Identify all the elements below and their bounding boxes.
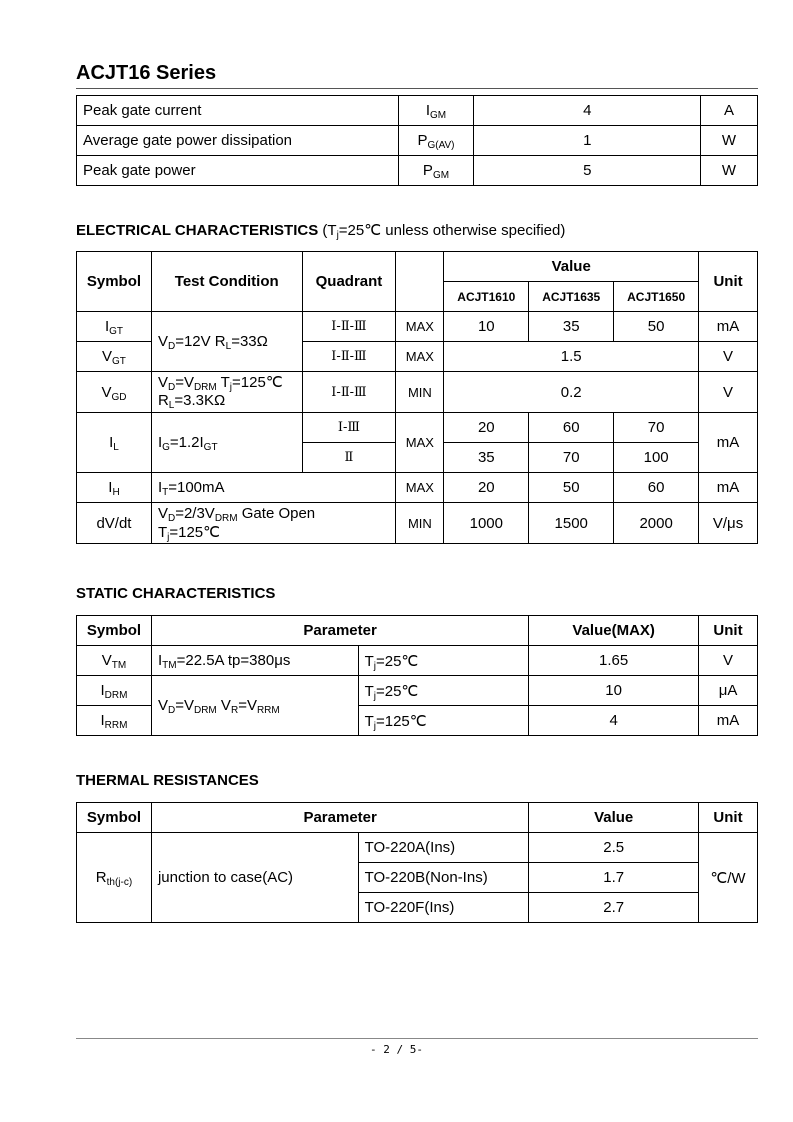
thermal-table [76,802,758,923]
symbol-cell: $I_{GT}$ [77,312,152,342]
value-cell: 2.5 [529,833,699,863]
symbol-cell: $I_{GM}$ [398,96,474,126]
table-row [77,413,758,443]
value-cell: 1.65 [529,646,699,676]
value-cell: 35 [529,312,614,342]
quadrant-cell: Ⅰ-Ⅱ-Ⅲ [302,312,396,342]
value-cell: 60 [614,473,699,503]
table-row [77,676,758,706]
value-cell: 1500 [529,503,614,544]
limit-cell: MAX [396,312,444,342]
thermal-heading: THERMAL RESISTANCES [76,772,259,789]
static-table [76,615,758,736]
header-row [77,616,758,646]
symbol-cell: dV/dt [77,503,152,544]
header-symbol: Symbol [77,803,152,833]
value-cell: 50 [614,312,699,342]
unit-cell: μA [699,676,758,706]
param-cell: Peak gate power [77,156,399,186]
unit-cell: V [699,372,758,413]
condition-cell: $V_D=V_{DRM}$ $V_R=V_{RRM}$ [151,676,358,736]
temp-cell: $T_j=25℃$ [358,646,529,676]
value-cell: 1 [474,126,701,156]
unit-cell: V [699,646,758,676]
gate-ratings-table [76,95,758,186]
header-unit: Unit [699,252,758,312]
limit-cell: MAX [396,342,444,372]
symbol-cell: $I_{DRM}$ [77,676,152,706]
header-blank [396,252,444,312]
value-cell: 2000 [614,503,699,544]
symbol-cell: $R_{th(j-c)}$ [77,833,152,923]
condition-cell: $I_G=1.2I_{GT}$ [151,413,302,473]
table-row [77,503,758,544]
temp-cell: $T_j=25℃$ [358,676,529,706]
condition-cell: $V_D=2/3V_{DRM}$ Gate Open $T_j=125℃$ [151,503,395,544]
value-cell: 60 [529,413,614,443]
footer-rule [76,1038,758,1039]
value-cell: 2.7 [529,893,699,923]
table-row [77,473,758,503]
symbol-cell: $P_{GM}$ [398,156,474,186]
unit-cell: V/μs [699,503,758,544]
value-cell: 5 [474,156,701,186]
quadrant-cell: Ⅰ-Ⅲ [302,413,396,443]
header-unit: Unit [699,616,758,646]
table-row [77,126,758,156]
unit-cell: A [701,96,758,126]
unit-cell: mA [699,706,758,736]
temp-cell: $T_j=125℃$ [358,706,529,736]
value-cell: 10 [529,676,699,706]
symbol-cell: $I_H$ [77,473,152,503]
title-rule [76,88,758,89]
value-cell: 20 [444,413,529,443]
condition-cell: $V_D=12V$ $R_L=33\Omega$ [151,312,302,372]
package-cell: TO-220F(Ins) [358,893,529,923]
param-cell: Average gate power dissipation [77,126,399,156]
table-row [77,312,758,342]
electrical-heading: ELECTRICAL CHARACTERISTICS ($T_j=25℃$ unless otherwise specified) [76,222,566,241]
symbol-cell: $V_{GT}$ [77,342,152,372]
value-cell: 1.5 [444,342,699,372]
unit-cell: ℃/W [699,833,758,923]
unit-cell: mA [699,473,758,503]
symbol-cell: $P_{G(AV)}$ [398,126,474,156]
value-cell: 1000 [444,503,529,544]
unit-cell: mA [699,413,758,473]
value-cell: 1.7 [529,863,699,893]
param-cell: junction to case(AC) [151,833,358,923]
table-row [77,833,758,863]
quadrant-cell: Ⅱ [302,443,396,473]
value-cell: 100 [614,443,699,473]
electrical-table [76,251,758,544]
param-cell: Peak gate current [77,96,399,126]
value-cell: 4 [474,96,701,126]
value-cell: 50 [529,473,614,503]
header-symbol: Symbol [77,252,152,312]
header-unit: Unit [699,803,758,833]
header-symbol: Symbol [77,616,152,646]
value-cell: 0.2 [444,372,699,413]
unit-cell: V [699,342,758,372]
symbol-cell: $V_{TM}$ [77,646,152,676]
value-cell: 10 [444,312,529,342]
symbol-cell: $I_L$ [77,413,152,473]
quadrant-cell: Ⅰ-Ⅱ-Ⅲ [302,372,396,413]
page-number: - 2 / 5- [370,1043,423,1056]
header-model: ACJT1635 [529,282,614,312]
symbol-cell: $I_{RRM}$ [77,706,152,736]
header-model: ACJT1610 [444,282,529,312]
header-parameter: Parameter [151,803,528,833]
table-row [77,372,758,413]
limit-cell: MIN [396,372,444,413]
header-quadrant: Quadrant [302,252,396,312]
value-cell: 4 [529,706,699,736]
condition-cell: $V_D=V_{DRM}$ $T_j=125℃$ $R_L=3.3K\Omega$ [151,372,302,413]
static-heading: STATIC CHARACTERISTICS [76,585,276,602]
table-row [77,646,758,676]
header-model: ACJT1650 [614,282,699,312]
value-cell: 70 [529,443,614,473]
value-cell: 20 [444,473,529,503]
header-value: Value [444,252,699,282]
unit-cell: W [701,126,758,156]
limit-cell: MAX [396,473,444,503]
symbol-cell: $V_{GD}$ [77,372,152,413]
page-title: ACJT16 Series [76,62,217,84]
condition-cell: $I_{TM}=22.5A$ tp=380μs [151,646,358,676]
limit-cell: MAX [396,413,444,473]
table-row [77,156,758,186]
package-cell: TO-220A(Ins) [358,833,529,863]
unit-cell: mA [699,312,758,342]
header-row [77,803,758,833]
header-test-condition: Test Condition [151,252,302,312]
table-row [77,96,758,126]
package-cell: TO-220B(Non-Ins) [358,863,529,893]
condition-cell: $I_T=100mA$ [151,473,395,503]
quadrant-cell: Ⅰ-Ⅱ-Ⅲ [302,342,396,372]
limit-cell: MIN [396,503,444,544]
header-parameter: Parameter [151,616,528,646]
value-cell: 70 [614,413,699,443]
header-value: Value [529,803,699,833]
header-value: Value(MAX) [529,616,699,646]
header-row [77,252,758,282]
value-cell: 35 [444,443,529,473]
unit-cell: W [701,156,758,186]
